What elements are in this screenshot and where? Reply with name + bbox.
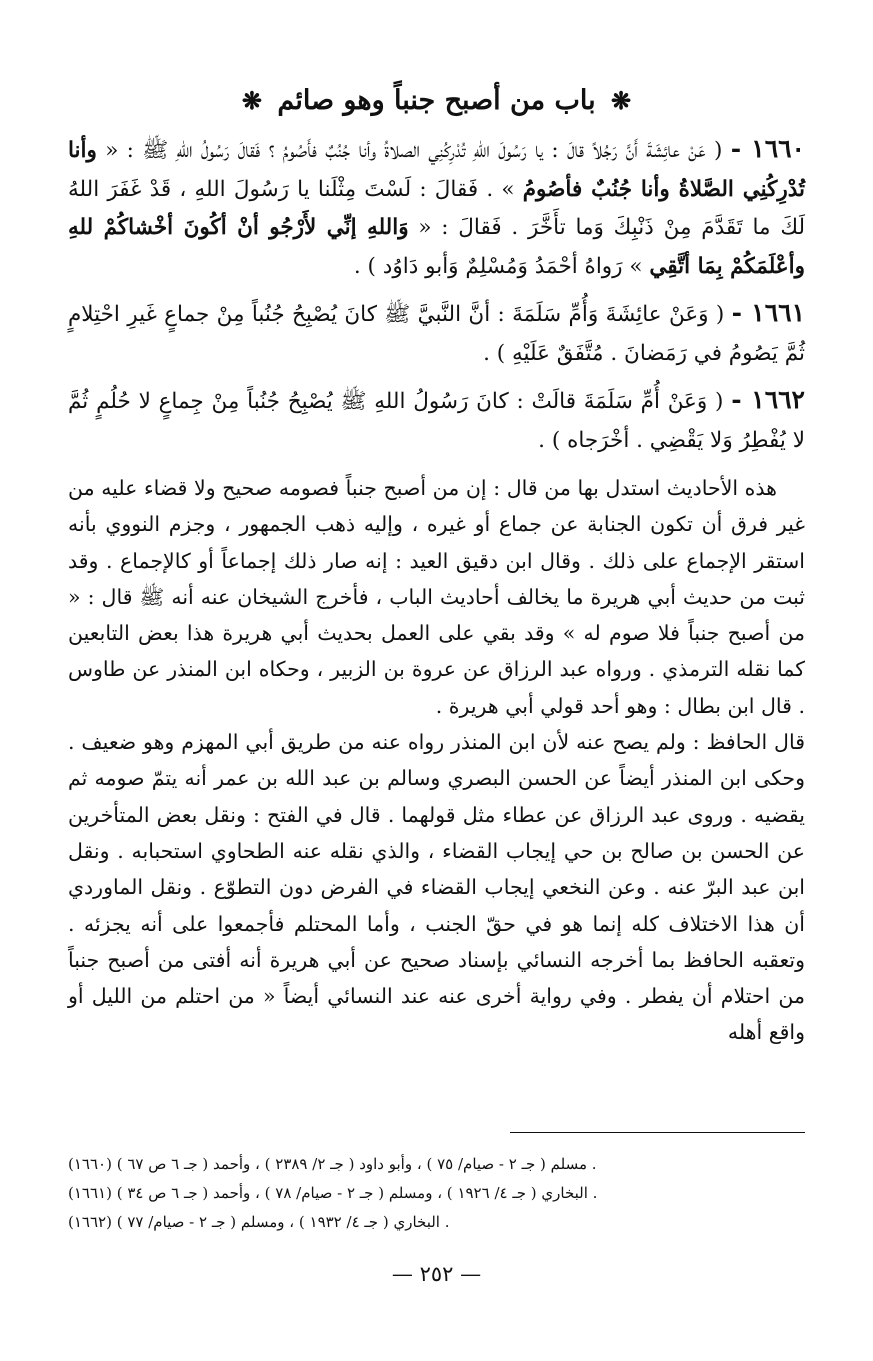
hadith-number: ١٦٦٢ -: [731, 385, 805, 414]
hadith-1660: [68, 130, 805, 286]
footnotes: [68, 1150, 805, 1237]
footnote-1662: (١٦٦٢) البخاري ( جـ ٤/ ١٩٣٢ ) ، ومسلم ( جـ ٢ - صيام/ ٧٧ ) .: [68, 1213, 450, 1231]
footnote-1660: (١٦٦٠) مسلم ( جـ ٢ - صيام/ ٧٥ ) ، وأبو داود ( جـ ٢/ ٢٣٨٩ ) ، وأحمد ( جـ ٦ ص ٦٧ ) .: [68, 1155, 597, 1173]
commentary-paragraph: هذه الأحاديث استدل بها من قال : إن من أصبح جنباً فصومه صحيح ولا قضاء عليه من غير فرق أن تكون الجنابة عن جماع أو غيره ، وإليه ذهب الجمهور ، وجزم النووي بأنه استقر الإجماع على ذلك . وقال ابن دقيق العيد : إنه صار ذلك إجماعاً أو كالإجماع . وقد ثبت من حديث أبي هريرة ما يخالف أحاديث الباب ، فأخرج الشيخان عنه أنه ﷺ قال : « من أصبح جنباً فلا صوم له » وقد بقي على العمل بحديث أبي هريرة هذا بعض التابعين كما نقله الترمذي . ورواه عبد الرزاق عن عروة بن الزبير ، وحكاه ابن المنذر عن طاوس . قال ابن بطال : وهو أحد قولي أبي هريرة .: [68, 476, 805, 718]
hadith-text: ( وَعَنْ عائِشَةَ وَأُمِّ سَلَمَةَ : أنَّ النَّبيَّ ﷺ كانَ يُصْبِحُ جُنُباً مِنْ جماعٍ غَيرِ احْتِلامٍ ثُمَّ يَصُومُ في رَمَضانَ . مُتَّفَقٌ عَلَيْهِ ) .: [68, 302, 805, 366]
hadith-number: ١٦٦١ -: [731, 298, 805, 327]
hadith-bold-quote: وَاللهِ إنِّي لأَرْجُو أنْ أكُونَ أخْشاكُمْ للهِ وأعْلَمَكُمْ بِمَا أتَّقِي: [68, 215, 805, 279]
star-ornament-icon: ❋: [241, 86, 262, 115]
star-ornament-icon: ❋: [611, 86, 632, 115]
footnote-divider: [510, 1132, 805, 1133]
hadith-1661: [68, 294, 805, 373]
hadith-text: ( وَعَنْ أُمِّ سَلَمَةَ قالَتْ : كانَ رَسُولُ اللهِ ﷺ يُصْبِحُ جُنُباً مِنْ جِماعٍ لا حُلُمٍ ثُمَّ لا يُفْطِرُ وَلا يَقْضِي . أخْرَجاه ) .: [68, 389, 805, 453]
hadith-text: ( عَنْ عائِشَةَ أَنَّ رَجُلاً قالَ : يا رَسُولَ اللهِ تُدْرِكُنِي الصلاةُ وأنا جُنُبٌ فأَصُومُ ؟ فَقالَ رَسُولُ اللهِ ﷺ : «: [96, 138, 723, 163]
hadith-text: » رَواهُ أحْمَدُ وَمُسْلِمٌ وَأبو دَاوُد ) .: [353, 253, 650, 279]
chapter-title-text: باب من أصبح جنباً وهو صائم: [277, 85, 596, 116]
hadith-1662: [68, 381, 805, 460]
hadith-bold-quote: وأنا تُدْرِكُنِي الصَّلاةُ وأنا جُنُبٌ فأصُومُ: [68, 138, 806, 202]
hadith-text: » . فَقالَ : لَسْتَ مِثْلَنا يا رَسُولَ اللهِ ، قَدْ غَفَرَ اللهُ لَكَ ما تَقَدَّمَ مِنْ ذَنْبِكَ وَما تأَخَّرَ . فَقالَ : «: [68, 176, 805, 240]
hadith-number: ١٦٦٠ -: [730, 134, 805, 163]
page-number: — ٢٥٢ —: [391, 1262, 482, 1286]
chapter-title: [68, 78, 805, 124]
footnote-1661: (١٦٦١) البخاري ( جـ ٤/ ١٩٢٦ ) ، ومسلم ( جـ ٢ - صيام/ ٧٨ ) ، وأحمد ( جـ ٦ ص ٣٤ ) .: [68, 1184, 598, 1202]
commentary-paragraph-continued: قال الحافظ : ولم يصح عنه لأن ابن المنذر رواه عنه من طريق أبي المهزم وهو ضعيف . وحكى ابن المنذر أيضاً عن الحسن البصري وسالم بن عبد الله بن عمر أنه يتمّ صومه ثم يقضيه . وروى عبد الرزاق عن عطاء مثل قولهما . قال في الفتح : ونقل بعض المتأخرين عن الحسن بن صالح بن حي إيجاب القضاء ، والذي نقله عنه الطحاوي استحبابه . ونقل ابن عبد البرّ عنه . وعن النخعي إيجاب القضاء في الفرض دون التطوّع . ونقل الماوردي أن هذا الاختلاف كله إنما هو في حقّ الجنب ، وأما المحتلم فأجمعوا على أنه يجزئه . وتعقبه الحافظ بما أخرجه النسائي بإسناد صحيح عن أبي هريرة أنه أفتى من أصبح جنباً من احتلام أن يفطر . وفي رواية أخرى عنه عند النسائي أيضاً « من احتلم من الليل أو واقع أهله: [68, 730, 805, 1045]
